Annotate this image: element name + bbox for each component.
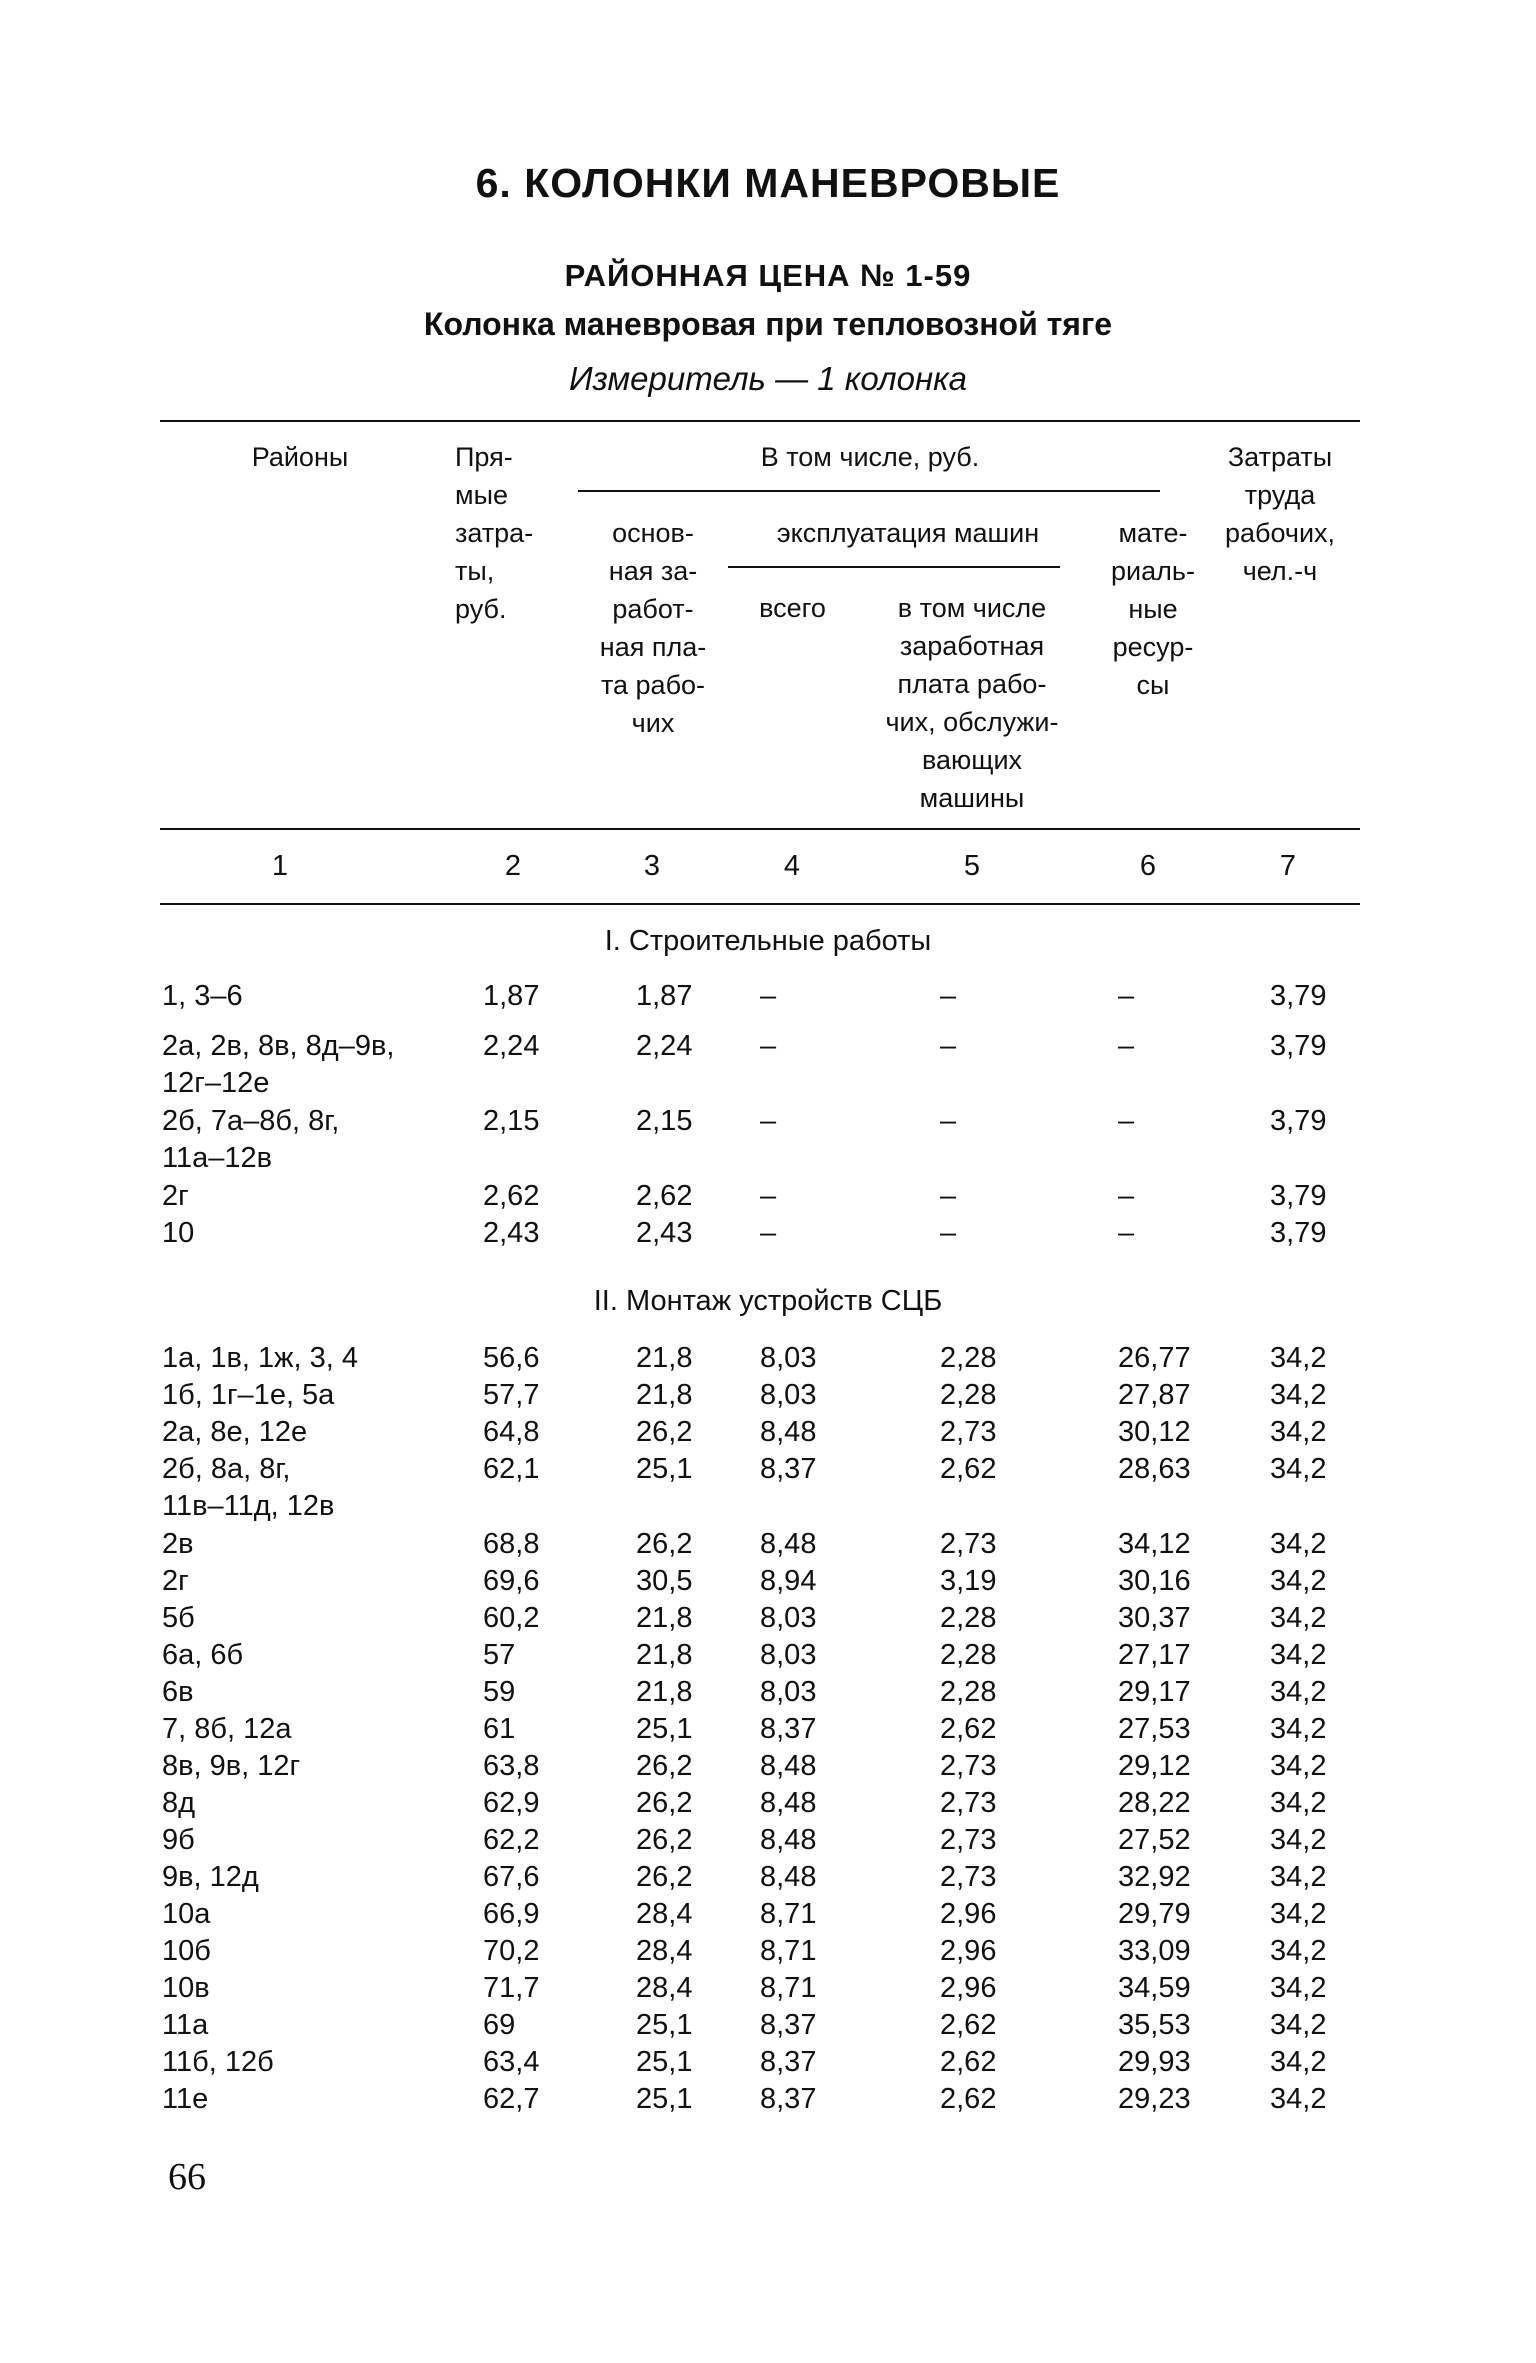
value-cell-c5: – [940,1030,957,1062]
value-cell-c5: 2,62 [940,2083,997,2115]
region-cell: 2б, 8а, 8г, 11в–11д, 12в [162,1453,335,1522]
value-cell-c2: 2,43 [483,1217,540,1249]
value-cell-c4: 8,48 [760,1416,817,1448]
value-cell-c4: 8,48 [760,1787,817,1819]
value-cell-c4: 8,71 [760,1935,817,1967]
value-cell-c6: – [1118,1180,1135,1212]
value-cell-c6: 28,22 [1118,1787,1191,1819]
value-cell-c7: 34,2 [1270,1935,1327,1967]
value-cell-c6: 33,09 [1118,1935,1191,1967]
table-top-rule [160,420,1360,422]
value-cell-c3: 28,4 [636,1935,693,1967]
value-cell-c2: 59 [483,1676,516,1708]
value-cell-c7: 34,2 [1270,2009,1327,2041]
header-bottom-rule [160,828,1360,830]
page-title: 6. КОЛОНКИ МАНЕВРОВЫЕ [475,160,1061,206]
value-cell-c7: 34,2 [1270,1416,1327,1448]
value-cell-c2: 62,7 [483,2083,540,2115]
value-cell-c6: 26,77 [1118,1342,1191,1374]
region-cell: 9б [162,1824,195,1856]
value-cell-c6: 29,12 [1118,1750,1191,1782]
value-cell-c5: 2,28 [940,1342,997,1374]
region-cell: 1а, 1в, 1ж, 3, 4 [162,1342,359,1374]
value-cell-c4: 8,37 [760,2083,817,2115]
value-cell-c6: 29,23 [1118,2083,1191,2115]
value-cell-c2: 56,6 [483,1342,540,1374]
column-numbers-rule [160,903,1360,905]
value-cell-c5: 2,28 [940,1676,997,1708]
value-cell-c4: 8,94 [760,1565,817,1597]
value-cell-c6: 34,59 [1118,1972,1191,2004]
value-cell-c5: 2,73 [940,1416,997,1448]
value-cell-c2: 67,6 [483,1861,540,1893]
header-regions: Районы [251,442,349,472]
header-base-wage: основ- ная за- работ- ная пла- та рабо- чих [599,518,707,738]
value-cell-c2: 69 [483,2009,516,2041]
value-cell-c5: 2,73 [940,1750,997,1782]
value-cell-c5: – [940,1105,957,1137]
value-cell-c6: 30,16 [1118,1565,1191,1597]
value-cell-c2: 70,2 [483,1935,540,1967]
value-cell-c5: 2,28 [940,1602,997,1634]
value-cell-c7: 34,2 [1270,1787,1327,1819]
region-cell: 2а, 2в, 8в, 8д–9в, 12г–12е [162,1030,395,1099]
value-cell-c6: 27,87 [1118,1379,1191,1411]
value-cell-c3: 26,2 [636,1861,693,1893]
value-cell-c5: 2,96 [940,1898,997,1930]
value-cell-c2: 62,9 [483,1787,540,1819]
value-cell-c2: 2,24 [483,1030,540,1062]
value-cell-c6: 35,53 [1118,2009,1191,2041]
value-cell-c6: 29,93 [1118,2046,1191,2078]
value-cell-c5: 2,96 [940,1972,997,2004]
region-cell: 10а [162,1898,211,1930]
header-incl: В том числе, руб. [760,442,980,472]
value-cell-c6: – [1118,1217,1135,1249]
value-cell-c7: 34,2 [1270,1824,1327,1856]
region-cell: 1, 3–6 [162,980,243,1012]
value-cell-c7: 34,2 [1270,1861,1327,1893]
value-cell-c7: 34,2 [1270,1453,1327,1485]
value-cell-c2: 57,7 [483,1379,540,1411]
value-cell-c7: 34,2 [1270,1565,1327,1597]
value-cell-c4: – [760,1030,777,1062]
value-cell-c5: 2,73 [940,1861,997,1893]
region-cell: 10б [162,1935,211,1967]
value-cell-c4: 8,37 [760,1713,817,1745]
value-cell-c7: 34,2 [1270,1972,1327,2004]
value-cell-c3: 21,8 [636,1602,693,1634]
column-number-7: 7 [1279,850,1297,882]
header-labor: Затраты труда рабочих, чел.-ч [1224,442,1336,586]
value-cell-c3: 25,1 [636,2083,693,2115]
region-cell: 11а [162,2009,209,2041]
value-cell-c6: 28,63 [1118,1453,1191,1485]
value-cell-c2: 62,2 [483,1824,540,1856]
value-cell-c7: 34,2 [1270,1379,1327,1411]
value-cell-c7: 3,79 [1270,1105,1327,1137]
measure-unit: Измеритель — 1 колонка [568,360,968,397]
value-cell-c7: 34,2 [1270,2083,1327,2115]
value-cell-c4: 8,03 [760,1602,817,1634]
value-cell-c4: 8,03 [760,1379,817,1411]
value-cell-c4: 8,37 [760,2046,817,2078]
value-cell-c3: 1,87 [636,980,693,1012]
region-cell: 5б [162,1602,195,1634]
value-cell-c7: 34,2 [1270,2046,1327,2078]
region-cell: 2б, 7а–8б, 8г, 11а–12в [162,1105,340,1174]
value-cell-c5: 2,73 [940,1528,997,1560]
region-cell: 8д [162,1787,196,1819]
value-cell-c3: 21,8 [636,1342,693,1374]
value-cell-c6: 27,17 [1118,1639,1191,1671]
column-number-1: 1 [271,850,289,882]
value-cell-c5: 2,73 [940,1787,997,1819]
region-cell: 2а, 8е, 12е [162,1416,308,1448]
value-cell-c4: – [760,1217,777,1249]
value-cell-c2: 64,8 [483,1416,540,1448]
value-cell-c3: 28,4 [636,1972,693,2004]
value-cell-c6: 27,52 [1118,1824,1191,1856]
value-cell-c4: 8,48 [760,1528,817,1560]
region-cell: 6в [162,1676,194,1708]
header-machine-op: эксплуатация машин [776,518,1040,548]
region-cell: 6а, 6б [162,1639,244,1671]
value-cell-c4: – [760,1105,777,1137]
value-cell-c4: 8,71 [760,1898,817,1930]
value-cell-c7: 34,2 [1270,1898,1327,1930]
value-cell-c3: 26,2 [636,1416,693,1448]
column-number-4: 4 [783,850,801,882]
value-cell-c4: 8,48 [760,1824,817,1856]
value-cell-c6: 27,53 [1118,1713,1191,1745]
value-cell-c4: 8,03 [760,1342,817,1374]
value-cell-c6: 34,12 [1118,1528,1191,1560]
header-machine-rule [728,566,1060,568]
value-cell-c7: 34,2 [1270,1342,1327,1374]
column-number-2: 2 [504,850,522,882]
region-cell: 1б, 1г–1е, 5а [162,1379,335,1411]
value-cell-c5: 2,96 [940,1935,997,1967]
value-cell-c2: 66,9 [483,1898,540,1930]
value-cell-c7: 3,79 [1270,1030,1327,1062]
value-cell-c2: 69,6 [483,1565,540,1597]
section-title-installation: II. Монтаж устройств СЦБ [593,1285,943,1317]
value-cell-c7: 3,79 [1270,980,1327,1012]
value-cell-c4: 8,03 [760,1676,817,1708]
value-cell-c3: 25,1 [636,1453,693,1485]
value-cell-c4: 8,48 [760,1750,817,1782]
value-cell-c4: 8,03 [760,1639,817,1671]
value-cell-c3: 26,2 [636,1824,693,1856]
value-cell-c5: 2,62 [940,2046,997,2078]
value-cell-c5: 2,73 [940,1824,997,1856]
region-cell: 2г [162,1565,189,1597]
value-cell-c2: 1,87 [483,980,540,1012]
value-cell-c5: 2,28 [940,1639,997,1671]
value-cell-c4: – [760,980,777,1012]
value-cell-c3: 2,43 [636,1217,693,1249]
header-direct-costs: Пря- мые затра- ты, руб. [455,442,534,624]
value-cell-c6: – [1118,1105,1135,1137]
value-cell-c3: 2,24 [636,1030,693,1062]
value-cell-c7: 3,79 [1270,1180,1327,1212]
value-cell-c7: 34,2 [1270,1713,1327,1745]
value-cell-c6: – [1118,980,1135,1012]
value-cell-c6: 29,17 [1118,1676,1191,1708]
region-cell: 7, 8б, 12а [162,1713,292,1745]
value-cell-c3: 28,4 [636,1898,693,1930]
value-cell-c3: 25,1 [636,2009,693,2041]
value-cell-c6: 30,12 [1118,1416,1191,1448]
value-cell-c5: 2,28 [940,1379,997,1411]
value-cell-c3: 21,8 [636,1676,693,1708]
header-total: всего [759,593,826,623]
value-cell-c3: 25,1 [636,1713,693,1745]
value-cell-c7: 34,2 [1270,1639,1327,1671]
value-cell-c2: 63,4 [483,2046,540,2078]
header-incl-wage: в том числе заработная плата рабо- чих, обслужи- вающих машины [885,593,1059,813]
item-name: Колонка маневровая при тепловозной тяге [423,306,1113,342]
value-cell-c2: 60,2 [483,1602,540,1634]
value-cell-c4: 8,37 [760,1453,817,1485]
region-cell: 9в, 12д [162,1861,259,1893]
value-cell-c3: 2,15 [636,1105,693,1137]
column-number-6: 6 [1139,850,1157,882]
value-cell-c2: 57 [483,1639,516,1671]
value-cell-c2: 68,8 [483,1528,540,1560]
value-cell-c2: 61 [483,1713,516,1745]
value-cell-c6: – [1118,1030,1135,1062]
value-cell-c6: 32,92 [1118,1861,1191,1893]
value-cell-c3: 26,2 [636,1750,693,1782]
value-cell-c7: 3,79 [1270,1217,1327,1249]
section-title-construction: I. Строительные работы [604,925,932,957]
value-cell-c5: 2,62 [940,2009,997,2041]
value-cell-c7: 34,2 [1270,1676,1327,1708]
value-cell-c4: – [760,1180,777,1212]
value-cell-c2: 2,62 [483,1180,540,1212]
value-cell-c3: 30,5 [636,1565,693,1597]
value-cell-c3: 25,1 [636,2046,693,2078]
value-cell-c4: 8,71 [760,1972,817,2004]
column-number-5: 5 [963,850,981,882]
value-cell-c2: 63,8 [483,1750,540,1782]
value-cell-c6: 29,79 [1118,1898,1191,1930]
value-cell-c7: 34,2 [1270,1602,1327,1634]
region-cell: 11б, 12б [162,2046,274,2078]
region-cell: 10в [162,1972,210,2004]
column-number-3: 3 [643,850,661,882]
region-cell: 11е [162,2083,209,2115]
value-cell-c5: – [940,1217,957,1249]
value-cell-c3: 2,62 [636,1180,693,1212]
header-materials: мате- риаль- ные ресур- сы [1111,518,1195,700]
value-cell-c3: 21,8 [636,1379,693,1411]
value-cell-c5: – [940,1180,957,1212]
value-cell-c2: 2,15 [483,1105,540,1137]
header-incl-rule [578,490,1160,492]
value-cell-c2: 62,1 [483,1453,540,1485]
value-cell-c3: 26,2 [636,1787,693,1819]
region-cell: 10 [162,1217,195,1249]
price-number: РАЙОННАЯ ЦЕНА № 1-59 [564,258,972,293]
value-cell-c5: 2,62 [940,1713,997,1745]
value-cell-c5: 3,19 [940,1565,997,1597]
value-cell-c5: 2,62 [940,1453,997,1485]
value-cell-c7: 34,2 [1270,1528,1327,1560]
value-cell-c5: – [940,980,957,1012]
value-cell-c6: 30,37 [1118,1602,1191,1634]
region-cell: 2в [162,1528,194,1560]
region-cell: 2г [162,1180,189,1212]
value-cell-c7: 34,2 [1270,1750,1327,1782]
region-cell: 8в, 9в, 12г [162,1750,301,1782]
value-cell-c4: 8,48 [760,1861,817,1893]
value-cell-c4: 8,37 [760,2009,817,2041]
value-cell-c3: 26,2 [636,1528,693,1560]
page-number: 66 [168,2156,206,2198]
value-cell-c2: 71,7 [483,1972,540,2004]
value-cell-c3: 21,8 [636,1639,693,1671]
